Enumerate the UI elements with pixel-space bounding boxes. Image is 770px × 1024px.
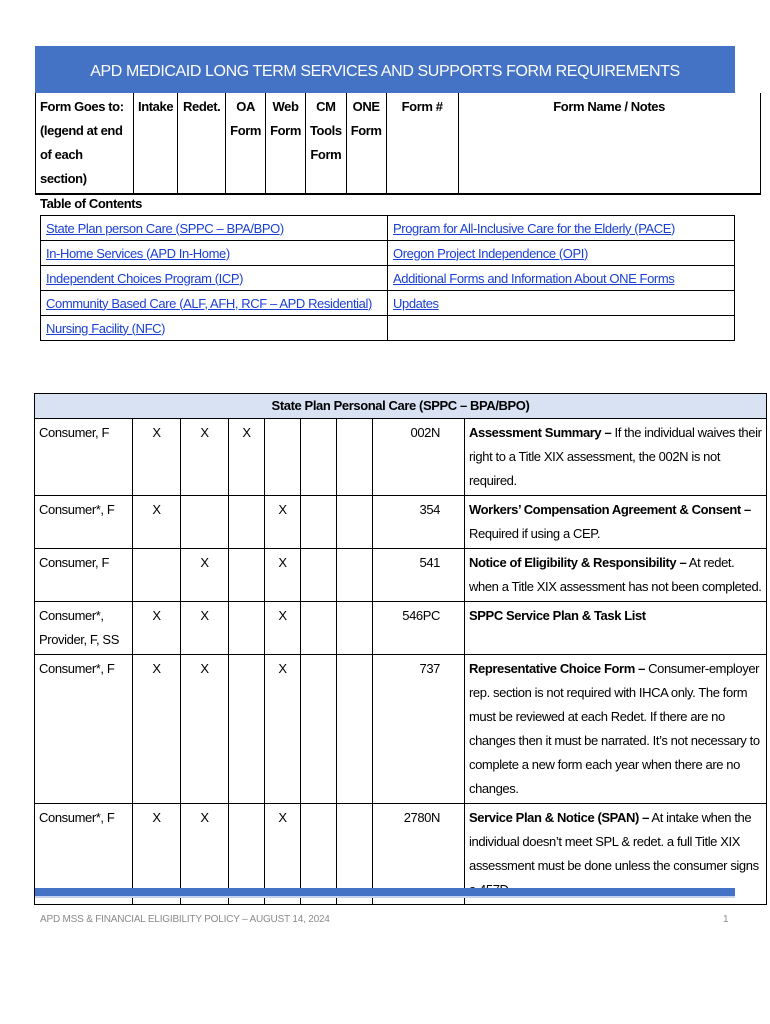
cell-form: 546PC [373,602,465,655]
header-form-number: Form # [386,93,458,194]
cell-intake: X [133,419,181,496]
cell-redet: X [181,549,229,602]
cell-intake: X [133,602,181,655]
form-note: Consumer-employer rep. section is not required with IHCA only. The form must be reviewed at each Redet. If there are no changes then it must be narrated. It’s not necessary to complete a new form each year when there are no changes. [469,661,760,796]
cell-intake: X [133,804,181,905]
cell-intake [133,549,181,602]
toc-cell [388,291,735,316]
cell-redet: X [181,419,229,496]
cell-redet: X [181,804,229,905]
toc-link-opi[interactable]: Oregon Project Independence (OPI) [393,245,588,261]
cell-one [337,419,373,496]
cell-goes-to: Consumer, F [35,419,133,496]
toc-link-icp[interactable]: Independent Choices Program (ICP) [46,270,244,286]
page-number: 1 [723,914,729,925]
header-web-form: Web Form [266,93,306,194]
cell-web: X [265,655,301,804]
cell-redet: X [181,655,229,804]
form-note: If the individual waives their right to a Title XIX assessment, the 002N is not required. [469,425,762,488]
footer-text: APD MSS & FINANCIAL ELIGIBILITY POLICY – AUGUST 14, 2024 [40,914,330,925]
column-header-table [35,93,761,195]
header-redet: Redet. [178,93,226,194]
cell-cm [301,655,337,804]
toc-link-additional-forms[interactable]: Additional Forms and Information About ONE Forms [393,270,675,286]
toc-cell [388,266,735,291]
cell-form-name-notes [465,602,767,655]
header-oa-form: OA Form [226,93,266,194]
header-cm-tools-form: CM Tools Form [305,93,346,194]
toc-cell [41,291,388,316]
table-row [35,496,767,549]
form-name: Assessment Summary – [469,425,612,440]
cell-form-name-notes [465,655,767,804]
toc-link-pace[interactable]: Program for All-Inclusive Care for the Elderly (PACE) [393,220,675,236]
sppc-section-table [34,393,767,905]
cell-goes-to: Consumer*, F [35,655,133,804]
cell-oa [229,549,265,602]
cell-intake: X [133,655,181,804]
cell-redet: X [181,602,229,655]
cell-one [337,549,373,602]
table-row [35,549,767,602]
toc-link-updates[interactable]: Updates [393,295,439,311]
cell-cm [301,549,337,602]
table-row [35,419,767,496]
cell-oa: X [229,419,265,496]
cell-oa [229,496,265,549]
cell-form: 541 [373,549,465,602]
toc-cell [388,216,735,241]
cell-form-name-notes [465,549,767,602]
cell-form: 737 [373,655,465,804]
cell-one [337,496,373,549]
cell-form-name-notes [465,419,767,496]
form-name: Workers’ Compensation Agreement & Consent – [469,502,751,517]
toc-cell [388,241,735,266]
toc-cell [41,316,388,341]
cell-cm [301,602,337,655]
cell-goes-to: Consumer*, Provider, F, SS [35,602,133,655]
form-name: SPPC Service Plan & Task List [469,608,646,623]
cell-form: 002N [373,419,465,496]
form-note: Required if using a CEP. [469,526,601,541]
cell-redet [181,496,229,549]
cell-web: X [265,602,301,655]
form-name: Representative Choice Form – [469,661,645,676]
cell-web: X [265,804,301,905]
cell-oa [229,655,265,804]
cell-oa [229,602,265,655]
cell-intake: X [133,496,181,549]
cell-form: 354 [373,496,465,549]
cell-web [265,419,301,496]
header-one-form: ONE Form [346,93,386,194]
cell-goes-to: Consumer*, F [35,496,133,549]
cell-cm [301,496,337,549]
header-form-name-notes: Form Name / Notes [458,93,760,194]
table-row [35,602,767,655]
form-name: Notice of Eligibility & Responsibility – [469,555,687,570]
cell-goes-to: Consumer*, F [35,804,133,905]
form-name: Service Plan & Notice (SPAN) – [469,810,649,825]
toc-link-community-based-care[interactable]: Community Based Care (ALF, AFH, RCF – APD Residential) [46,295,372,311]
cell-cm [301,419,337,496]
toc-link-apd-in-home[interactable]: In-Home Services (APD In-Home) [46,245,230,261]
table-of-contents [40,215,735,341]
table-row [35,655,767,804]
cell-form: 2780N [373,804,465,905]
toc-link-nursing-facility[interactable]: Nursing Facility (NFC) [46,320,166,336]
cell-one [337,602,373,655]
toc-cell [41,216,388,241]
footer-rule [35,888,735,896]
cell-goes-to: Consumer, F [35,549,133,602]
page-title: APD MEDICAID LONG TERM SERVICES AND SUPPORTS FORM REQUIREMENTS [35,46,735,93]
toc-cell [41,241,388,266]
footer-rule-shadow [35,896,735,898]
header-intake: Intake [134,93,178,194]
form-note: At redet. when a Title XIX assessment has not been completed. [469,555,762,594]
header-form-goes-to: Form Goes to: (legend at end of each section) [36,93,134,194]
form-note: At intake when the individual doesn’t meet SPL & redet. a full Title XIX assessment must be done unless the consumer signs [469,810,759,873]
cell-web: X [265,549,301,602]
cell-one [337,655,373,804]
toc-cell-empty [388,316,735,341]
section-title: State Plan Personal Care (SPPC – BPA/BPO) [35,394,767,419]
cell-form-name-notes [465,496,767,549]
toc-cell [41,266,388,291]
toc-link-sppc[interactable]: State Plan person Care (SPPC – BPA/BPO) [46,220,284,236]
toc-heading: Table of Contents [40,196,143,211]
cell-web: X [265,496,301,549]
